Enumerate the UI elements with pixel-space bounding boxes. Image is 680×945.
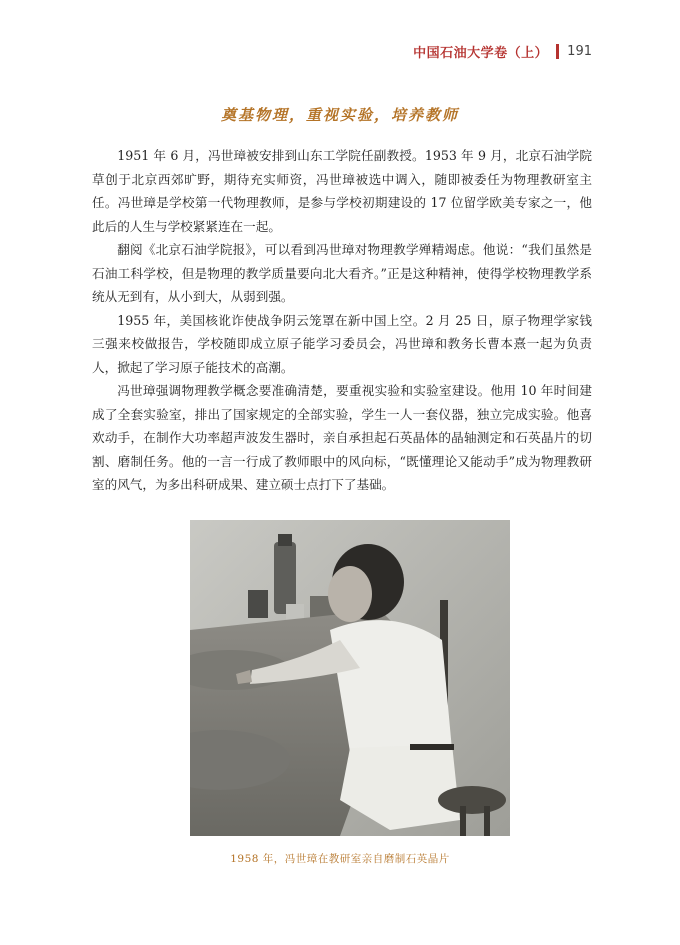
section-title: 奠基物理，重视实验，培养教师 <box>220 106 459 124</box>
paragraph: 1951 年 6 月，冯世璋被安排到山东工学院任副教授。1953 年 9 月，北京石油学院草创于北京西郊旷野，期待充实师资，冯世璋被选中调入，随即被委任为物理教研室主任。冯世璋是学校第一代物理教师，是参与学校初期建设的 17 位留学欧美专家之一，他此后的人生与学校紧紧连在一起。 <box>92 148 592 234</box>
header-divider <box>556 44 559 59</box>
historical-photo <box>190 520 510 836</box>
paragraph: 1955 年，美国核讹诈使战争阴云笼罩在新中国上空。2 月 25 日，原子物理学家钱三强来校做报告，学校随即成立原子能学习委员会，冯世璋和教务长曹本熹一起为负责人，掀起了学习原子能技术的高潮。 <box>92 312 592 375</box>
page-number: 191 <box>567 44 592 59</box>
book-title: 中国石油大学卷（上） <box>413 46 549 61</box>
running-header <box>413 42 592 61</box>
article-body <box>92 144 592 497</box>
paragraph: 翻阅《北京石油学院报》，可以看到冯世璋对物理教学殚精竭虑。他说：“我们虽然是石油工科学校，但是物理的教学质量要向北大看齐。”正是这种精神，使得学校物理教学系统从无到有，从小到大，从弱到强。 <box>92 242 592 304</box>
paragraph: 冯世璋强调物理教学概念要准确清楚，要重视实验和实验室建设。他用 10 年时间建成了全套实验室，排出了国家规定的全部实验，学生一人一套仪器，独立完成实验。他喜欢动手，在制作大功率超声波发生器时，亲自承担起石英晶体的晶轴测定和石英晶片的切割、磨制任务。他的一言一行成了教师眼中的风向标，“既懂理论又能动手”成为物理教研室的风气，为多出科研成果、建立硕士点打下了基础。 <box>92 383 592 492</box>
photo-illustration <box>190 520 510 836</box>
photo-caption: 1958 年，冯世璋在教研室亲自磨制石英晶片 <box>230 853 450 865</box>
